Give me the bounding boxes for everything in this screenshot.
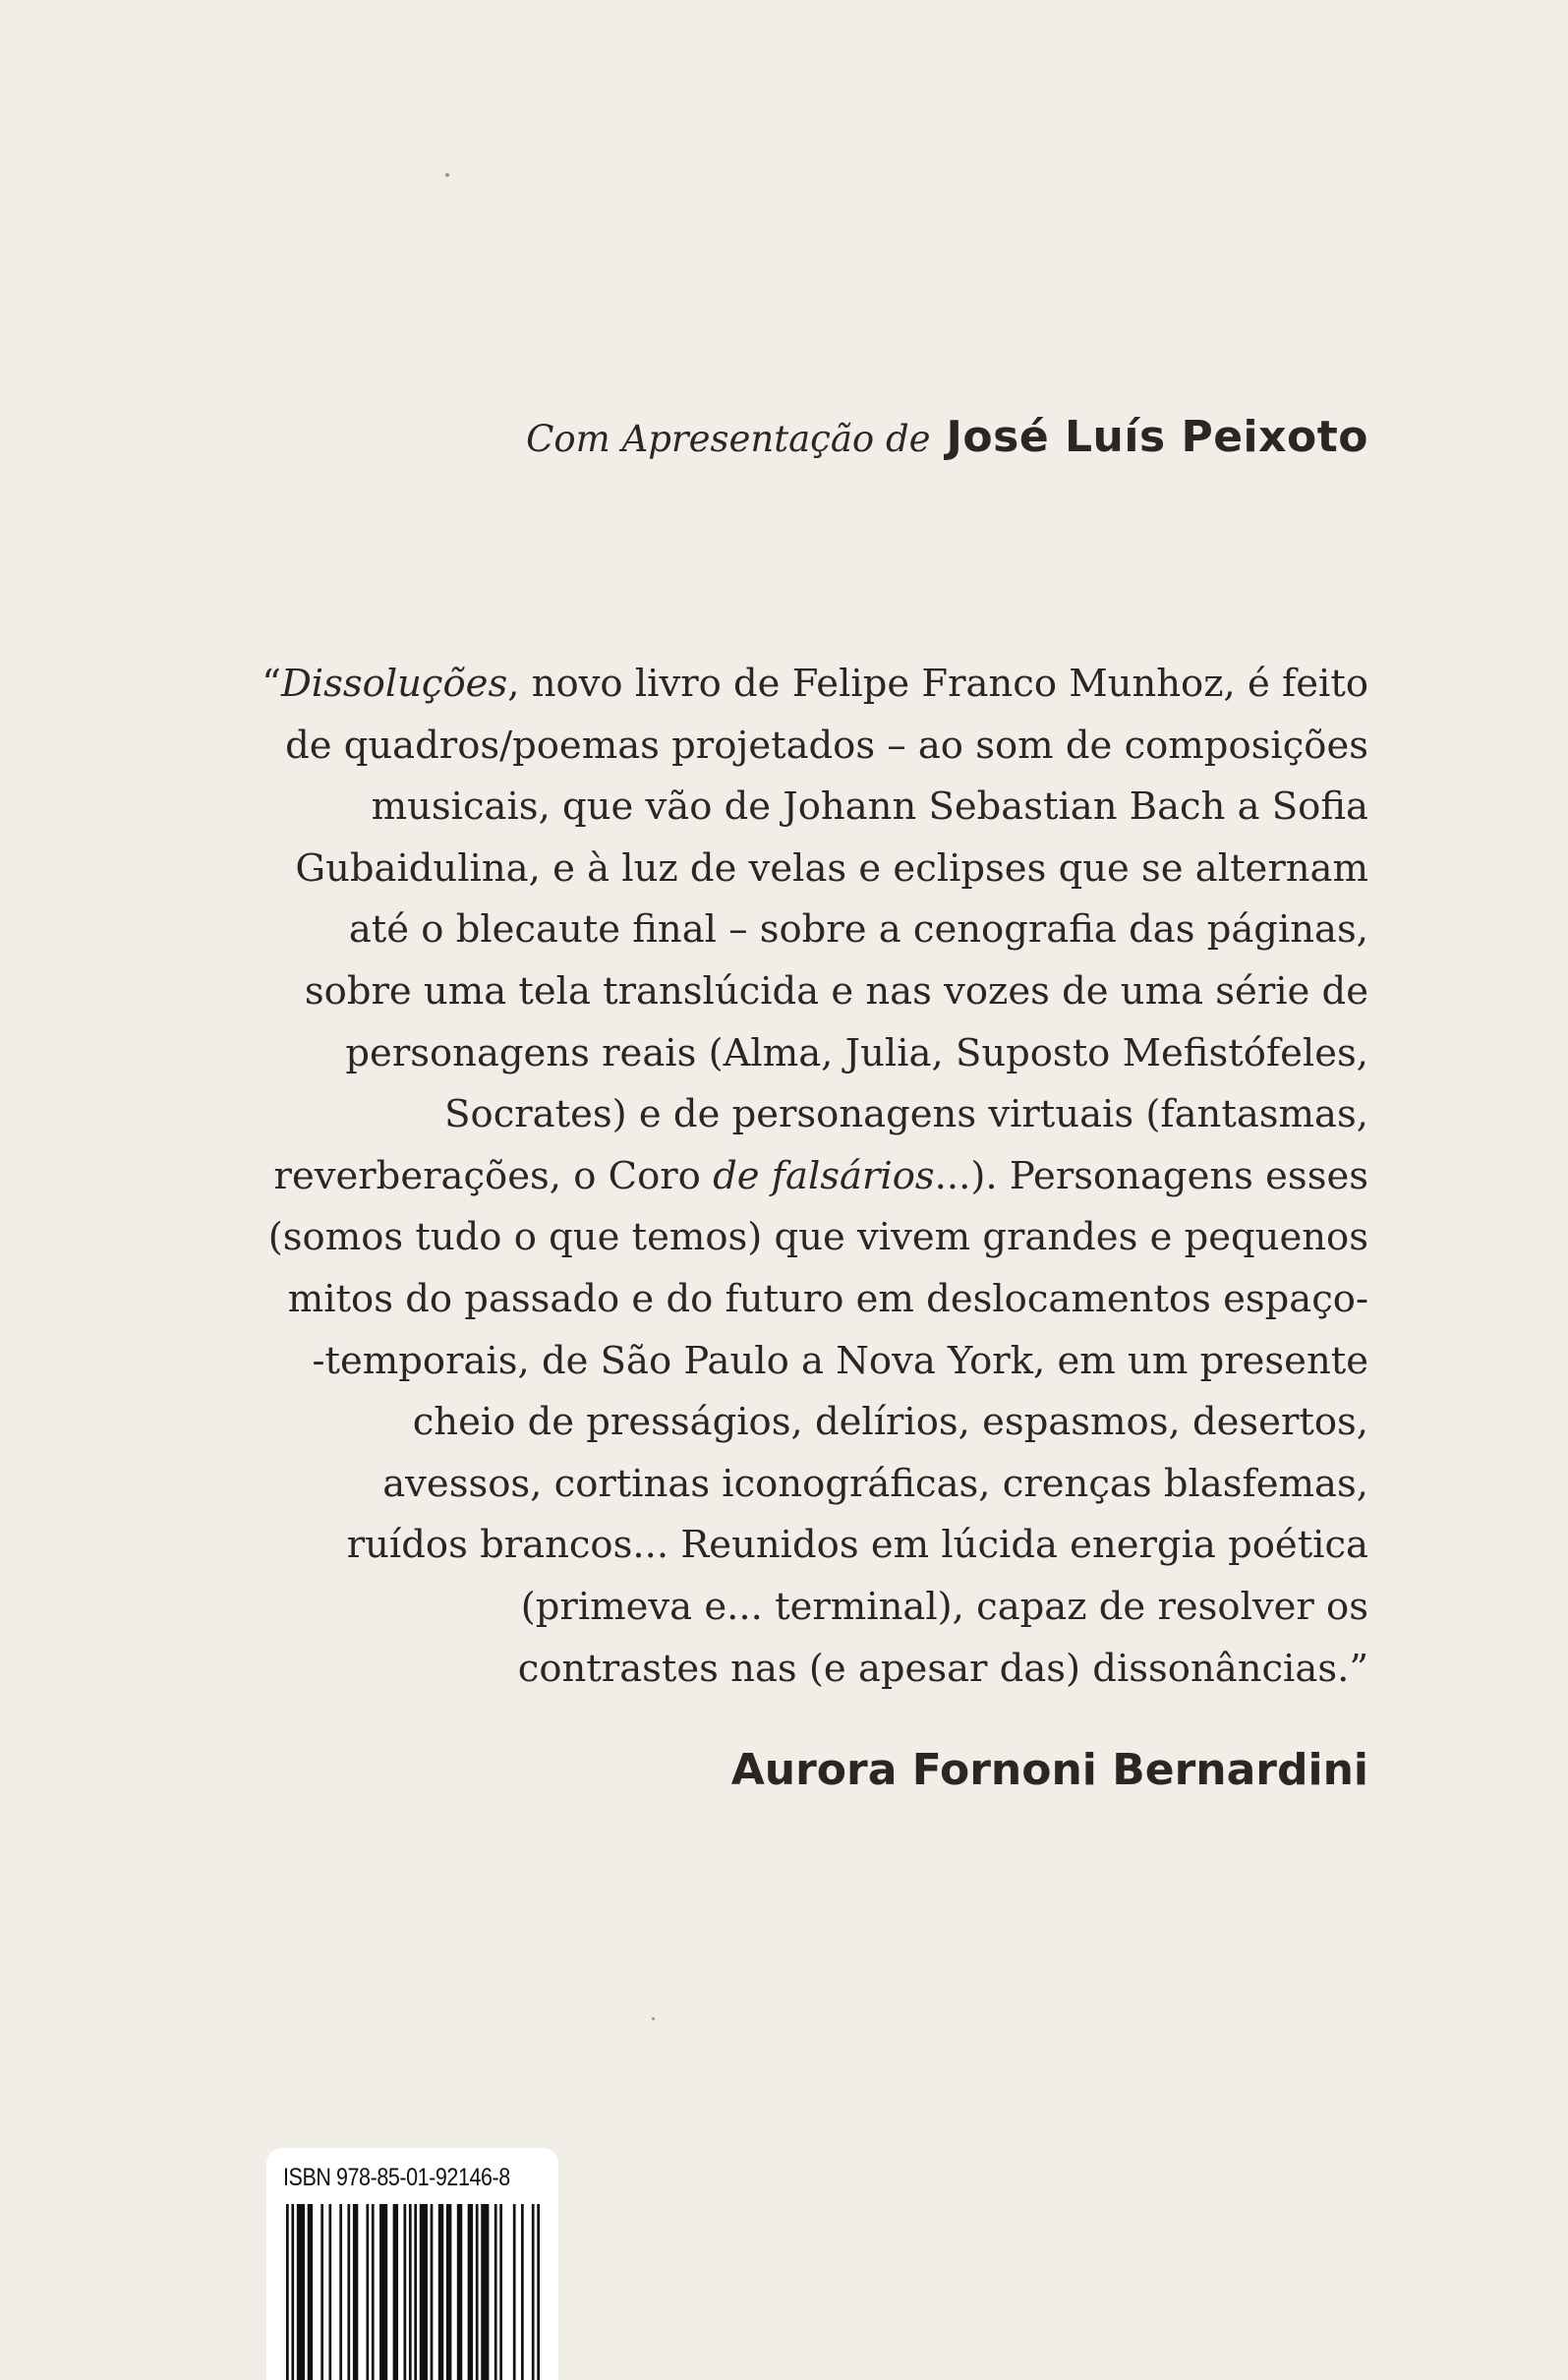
barcode-bar	[476, 2204, 479, 2380]
blurb-text: reverberações, o Coro	[273, 1153, 714, 1198]
blurb-text: ...). Personagens esses	[934, 1153, 1368, 1198]
blurb-line	[208, 1577, 1368, 1639]
barcode-bar	[379, 2204, 387, 2380]
quote-attribution: Aurora Fornoni Bernardini	[730, 1745, 1368, 1795]
barcode-bar	[438, 2204, 443, 2380]
blurb-text: de quadros/poemas projetados – ao som de composições	[285, 723, 1368, 768]
blurb-text: -temporais, de São Paulo a Nova York, em um presente	[312, 1338, 1368, 1383]
blurb-text: ruídos brancos... Reunidos em lúcida energia poética	[346, 1523, 1368, 1568]
barcode-bar	[347, 2204, 350, 2380]
barcode-bar	[320, 2204, 323, 2380]
blurb-text: mitos do passado e do futuro em deslocamentos espaço-	[287, 1276, 1368, 1321]
blurb-line	[208, 961, 1368, 1023]
barcode-bar	[420, 2204, 428, 2380]
barcode-bar	[532, 2204, 535, 2380]
blurb-text: avessos, cortinas iconográficas, crenças blasfemas,	[382, 1461, 1368, 1506]
barcode-bar	[353, 2204, 358, 2380]
barcode-bar	[308, 2204, 313, 2380]
blurb-quote	[208, 654, 1368, 1700]
blurb-text: Socrates) e de personagens virtuais (fantasmas,	[444, 1092, 1368, 1137]
isbn-label: ISBN 978-85-01-92146-8	[283, 2164, 510, 2191]
barcode-bar	[494, 2204, 497, 2380]
blurb-text: musicais, que vão de Johann Sebastian Bach a Sofia	[371, 784, 1368, 830]
blurb-text: contrastes nas (e apesar das) dissonâncias.”	[517, 1646, 1368, 1691]
blurb-text: , novo livro de Felipe Franco Munhoz, é feito	[507, 662, 1368, 706]
blurb-line	[208, 1515, 1368, 1577]
blurb-text: Gubaidulina, e à luz de velas e eclipses que se alternam	[295, 845, 1368, 891]
barcode-bar	[481, 2204, 489, 2380]
barcode-bar	[513, 2204, 516, 2380]
barcode-bar	[468, 2204, 473, 2380]
barcode-icon	[286, 2204, 540, 2380]
barcode-bar	[431, 2204, 434, 2380]
barcode-bar	[366, 2204, 369, 2380]
paper-speck	[445, 173, 449, 177]
barcode-bar	[457, 2204, 462, 2380]
blurb-line	[208, 1146, 1368, 1208]
barcode-bar	[499, 2204, 502, 2380]
blurb-text: personagens reais (Alma, Julia, Suposto Mefistófeles,	[345, 1030, 1368, 1075]
blurb-line	[208, 1207, 1368, 1269]
blurb-line	[208, 1639, 1368, 1701]
blurb-text: (somos tudo o que temos) que vivem grandes e pequenos	[267, 1215, 1368, 1260]
barcode-bar	[537, 2204, 540, 2380]
blurb-text: (primeva e... terminal), capaz de resolver os	[520, 1584, 1368, 1629]
blurb-text: até o blecaute final – sobre a cenografia das páginas,	[348, 907, 1368, 953]
blurb-line	[208, 839, 1368, 900]
barcode-bar	[372, 2204, 375, 2380]
blurb-line	[208, 716, 1368, 778]
barcode-bar	[339, 2204, 342, 2380]
blurb-line	[208, 1023, 1368, 1085]
presentation-author: José Luís Peixoto	[946, 412, 1368, 462]
presentation-credit	[526, 405, 1368, 480]
barcode-panel	[266, 2148, 558, 2380]
paper-speck	[652, 2017, 655, 2020]
presentation-intro: Com Apresentação de	[526, 418, 931, 460]
blurb-line	[208, 1084, 1368, 1146]
blurb-line	[208, 1454, 1368, 1516]
barcode-bar	[446, 2204, 451, 2380]
blurb-line	[208, 900, 1368, 961]
blurb-line	[208, 1331, 1368, 1393]
blurb-text: cheio de presságios, delírios, espasmos, desertos,	[412, 1400, 1368, 1445]
barcode-bar	[393, 2204, 398, 2380]
blurb-text: sobre uma tela translúcida e nas vozes de uma série de	[304, 968, 1368, 1014]
barcode-bar	[414, 2204, 417, 2380]
barcode-bar	[291, 2204, 294, 2380]
blurb-line	[208, 1269, 1368, 1331]
barcode-bar	[297, 2204, 305, 2380]
blurb-text: “	[261, 662, 281, 706]
blurb-line	[208, 654, 1368, 716]
barcode-bar	[328, 2204, 331, 2380]
blurb-italic-text: Dissoluções	[280, 662, 508, 706]
barcode-bar	[286, 2204, 289, 2380]
blurb-line	[208, 1392, 1368, 1454]
barcode-bar	[521, 2204, 524, 2380]
barcode-bar	[403, 2204, 406, 2380]
blurb-line	[208, 777, 1368, 839]
barcode-bar	[409, 2204, 412, 2380]
blurb-italic-text: de falsários	[713, 1153, 935, 1198]
